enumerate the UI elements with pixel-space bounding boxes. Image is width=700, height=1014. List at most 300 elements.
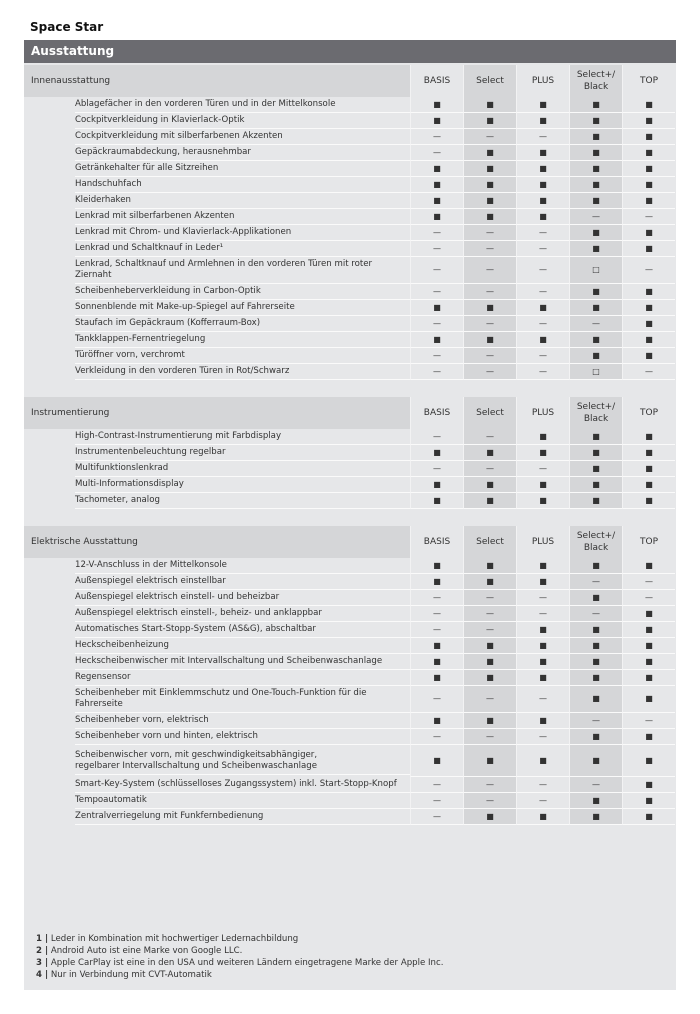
- footnote: [36, 969, 443, 981]
- feature-label: Außenspiegel elektrisch einstell-, beheiz- und anklappbar: [75, 606, 410, 622]
- footnote-number: 1 |: [36, 934, 49, 944]
- table-row: [24, 477, 676, 493]
- availability-select-plus-black: ■: [569, 729, 622, 745]
- availability-select: —: [463, 590, 516, 606]
- table-row: [24, 793, 676, 809]
- table-row: [24, 129, 676, 145]
- availability-top: ■: [622, 316, 675, 332]
- availability-basis: —: [410, 729, 463, 745]
- availability-top: —: [622, 257, 675, 284]
- table-row: [24, 729, 676, 745]
- section-title: Elektrische Ausstattung: [24, 526, 410, 558]
- availability-basis: —: [410, 686, 463, 713]
- availability-select-plus-black: ■: [569, 332, 622, 348]
- availability-select: —: [463, 364, 516, 380]
- table-row: [24, 225, 676, 241]
- availability-select-plus-black: ■: [569, 622, 622, 638]
- availability-top: —: [622, 713, 675, 729]
- availability-select-plus-black: ■: [569, 558, 622, 574]
- footnote-number: 4 |: [36, 970, 49, 980]
- feature-label: Lenkrad mit Chrom- und Klavierlack-Applikationen: [75, 225, 410, 241]
- footnote: [36, 933, 443, 945]
- footnote-text: Apple CarPlay ist eine in den USA und weiteren Ländern eingetragene Marke der Apple Inc.: [48, 958, 444, 968]
- availability-top: ■: [622, 638, 675, 654]
- availability-basis: —: [410, 284, 463, 300]
- column-header-select-plus-black: Select+/ Black: [569, 65, 622, 97]
- table-row: [24, 445, 676, 461]
- table-row: [24, 809, 676, 825]
- availability-basis: —: [410, 590, 463, 606]
- table-row: [24, 177, 676, 193]
- availability-top: ■: [622, 477, 675, 493]
- feature-label: Scheibenwischer vorn, mit geschwindigkeitsabhängiger, regelbarer Intervallschaltung und Scheibenwaschanlage: [75, 748, 410, 775]
- availability-plus: —: [516, 777, 569, 793]
- feature-label: Cockpitverkleidung in Klavierlack-Optik: [75, 113, 410, 129]
- feature-label: Tachometer, analog: [75, 493, 410, 509]
- availability-basis: —: [410, 622, 463, 638]
- availability-basis: ■: [410, 177, 463, 193]
- feature-label: Scheibenheber vorn, elektrisch: [75, 713, 410, 729]
- availability-select: —: [463, 225, 516, 241]
- column-header-select: Select: [463, 65, 516, 97]
- availability-plus: ■: [516, 97, 569, 113]
- table-row: [24, 284, 676, 300]
- availability-select-plus-black: ■: [569, 809, 622, 825]
- availability-top: —: [622, 574, 675, 590]
- table-row: [24, 622, 676, 638]
- column-header-basis: BASIS: [410, 65, 463, 97]
- availability-basis: ■: [410, 493, 463, 509]
- availability-plus: ■: [516, 493, 569, 509]
- table-row: [24, 332, 676, 348]
- column-header-basis: BASIS: [410, 526, 463, 558]
- availability-select-plus-black: ■: [569, 638, 622, 654]
- availability-plus: ■: [516, 713, 569, 729]
- availability-plus: —: [516, 590, 569, 606]
- availability-select: ■: [463, 145, 516, 161]
- table-row: [24, 161, 676, 177]
- table-row: [24, 300, 676, 316]
- availability-select: ■: [463, 654, 516, 670]
- availability-top: ■: [622, 777, 675, 793]
- table-row: [24, 686, 676, 713]
- table-row: [24, 654, 676, 670]
- availability-plus: ■: [516, 745, 569, 777]
- availability-basis: ■: [410, 97, 463, 113]
- availability-select: —: [463, 793, 516, 809]
- table-row: [24, 670, 676, 686]
- table-row: [24, 461, 676, 477]
- availability-basis: ■: [410, 745, 463, 777]
- availability-plus: —: [516, 729, 569, 745]
- availability-select: —: [463, 461, 516, 477]
- availability-top: ■: [622, 670, 675, 686]
- feature-label: Zentralverriegelung mit Funkfernbedienung: [75, 809, 410, 825]
- availability-select-plus-black: ■: [569, 493, 622, 509]
- availability-plus: ■: [516, 145, 569, 161]
- availability-select: ■: [463, 177, 516, 193]
- availability-select: ■: [463, 300, 516, 316]
- availability-plus: ■: [516, 558, 569, 574]
- availability-top: ■: [622, 686, 675, 713]
- availability-plus: ■: [516, 429, 569, 445]
- column-header-top: TOP: [622, 65, 675, 97]
- feature-label: Lenkrad und Schaltknauf in Leder¹: [75, 241, 410, 257]
- footnote-text: Nur in Verbindung mit CVT-Automatik: [48, 970, 212, 980]
- feature-label: Lenkrad, Schaltknauf und Armlehnen in den vorderen Türen mit roter Ziernaht: [75, 257, 410, 284]
- availability-top: ■: [622, 606, 675, 622]
- availability-select: —: [463, 348, 516, 364]
- availability-top: ■: [622, 429, 675, 445]
- availability-select-plus-black: —: [569, 209, 622, 225]
- column-header-top: TOP: [622, 526, 675, 558]
- availability-select-plus-black: ■: [569, 225, 622, 241]
- availability-select: —: [463, 777, 516, 793]
- feature-label: Ablagefächer in den vorderen Türen und in der Mittelkonsole: [75, 97, 410, 113]
- availability-top: ■: [622, 161, 675, 177]
- availability-plus: ■: [516, 654, 569, 670]
- equipment-sheet: [24, 40, 676, 990]
- availability-basis: ■: [410, 670, 463, 686]
- availability-plus: ■: [516, 622, 569, 638]
- table-row: [24, 713, 676, 729]
- availability-top: —: [622, 590, 675, 606]
- footnote: [36, 945, 443, 957]
- feature-label: Verkleidung in den vorderen Türen in Rot/Schwarz: [75, 364, 410, 380]
- table-row: [24, 558, 676, 574]
- availability-top: ■: [622, 558, 675, 574]
- availability-select-plus-black: —: [569, 713, 622, 729]
- section-header-row: [24, 65, 676, 97]
- feature-label: 12-V-Anschluss in der Mittelkonsole: [75, 558, 410, 574]
- availability-select-plus-black: ■: [569, 477, 622, 493]
- column-header-plus: PLUS: [516, 526, 569, 558]
- availability-top: ■: [622, 654, 675, 670]
- feature-label: Scheibenheber vorn und hinten, elektrisch: [75, 729, 410, 745]
- feature-label: Multi-Informationsdisplay: [75, 477, 410, 493]
- table-row: [24, 257, 676, 284]
- availability-plus: —: [516, 241, 569, 257]
- feature-label: Instrumentenbeleuchtung regelbar: [75, 445, 410, 461]
- availability-select-plus-black: ■: [569, 745, 622, 777]
- availability-basis: —: [410, 129, 463, 145]
- table-row: [24, 193, 676, 209]
- availability-select-plus-black: ■: [569, 193, 622, 209]
- availability-plus: ■: [516, 445, 569, 461]
- availability-basis: —: [410, 429, 463, 445]
- availability-plus: —: [516, 793, 569, 809]
- feature-label: Lenkrad mit silberfarbenen Akzenten: [75, 209, 410, 225]
- availability-plus: ■: [516, 177, 569, 193]
- availability-top: ■: [622, 729, 675, 745]
- feature-label: Außenspiegel elektrisch einstell- und beheizbar: [75, 590, 410, 606]
- availability-select: ■: [463, 745, 516, 777]
- availability-select-plus-black: ■: [569, 429, 622, 445]
- table-row: [24, 606, 676, 622]
- availability-plus: ■: [516, 332, 569, 348]
- availability-plus: ■: [516, 209, 569, 225]
- availability-select: ■: [463, 809, 516, 825]
- footnote-number: 2 |: [36, 946, 49, 956]
- feature-label: Tempoautomatik: [75, 793, 410, 809]
- page-title: Space Star: [30, 20, 104, 34]
- availability-top: ■: [622, 193, 675, 209]
- column-header-select-plus-black: Select+/ Black: [569, 526, 622, 558]
- availability-basis: ■: [410, 713, 463, 729]
- availability-basis: ■: [410, 558, 463, 574]
- availability-select-plus-black: ■: [569, 97, 622, 113]
- availability-basis: ■: [410, 654, 463, 670]
- availability-plus: ■: [516, 477, 569, 493]
- availability-select-plus-black: ■: [569, 284, 622, 300]
- section-header-row: [24, 397, 676, 429]
- availability-plus: —: [516, 225, 569, 241]
- availability-top: ■: [622, 461, 675, 477]
- availability-basis: ■: [410, 477, 463, 493]
- availability-top: ■: [622, 793, 675, 809]
- availability-top: ■: [622, 332, 675, 348]
- table-row: [24, 429, 676, 445]
- availability-select: —: [463, 241, 516, 257]
- availability-select-plus-black: ■: [569, 113, 622, 129]
- availability-plus: —: [516, 257, 569, 284]
- availability-plus: —: [516, 364, 569, 380]
- footnote-number: 3 |: [36, 958, 49, 968]
- availability-select: ■: [463, 209, 516, 225]
- availability-basis: ■: [410, 638, 463, 654]
- section-header-row: [24, 526, 676, 558]
- availability-select-plus-black: ■: [569, 793, 622, 809]
- availability-select: —: [463, 316, 516, 332]
- availability-select: —: [463, 729, 516, 745]
- availability-top: ■: [622, 177, 675, 193]
- availability-select: ■: [463, 670, 516, 686]
- availability-select-plus-black: ■: [569, 161, 622, 177]
- availability-select: ■: [463, 97, 516, 113]
- availability-basis: —: [410, 225, 463, 241]
- availability-select: ■: [463, 332, 516, 348]
- column-header-plus: PLUS: [516, 65, 569, 97]
- availability-select: —: [463, 622, 516, 638]
- footnote-text: Leder in Kombination mit hochwertiger Ledernachbildung: [48, 934, 299, 944]
- availability-select-plus-black: —: [569, 574, 622, 590]
- availability-basis: ■: [410, 574, 463, 590]
- availability-select-plus-black: ■: [569, 445, 622, 461]
- section-title: Instrumentierung: [24, 397, 410, 429]
- availability-select-plus-black: ■: [569, 241, 622, 257]
- availability-basis: —: [410, 461, 463, 477]
- availability-basis: —: [410, 241, 463, 257]
- availability-select: ■: [463, 638, 516, 654]
- availability-plus: —: [516, 284, 569, 300]
- column-header-select-plus-black: Select+/ Black: [569, 397, 622, 429]
- availability-basis: —: [410, 145, 463, 161]
- section-table: [24, 65, 676, 380]
- availability-select: ■: [463, 713, 516, 729]
- availability-plus: —: [516, 686, 569, 713]
- feature-label: Staufach im Gepäckraum (Kofferraum-Box): [75, 316, 410, 332]
- footnotes: [36, 933, 443, 981]
- availability-top: ■: [622, 493, 675, 509]
- availability-select-plus-black: —: [569, 316, 622, 332]
- feature-label: Regensensor: [75, 670, 410, 686]
- availability-basis: —: [410, 793, 463, 809]
- availability-top: ■: [622, 113, 675, 129]
- table-row: [24, 638, 676, 654]
- availability-plus: —: [516, 348, 569, 364]
- table-row: [24, 493, 676, 509]
- table-row: [24, 209, 676, 225]
- availability-plus: ■: [516, 574, 569, 590]
- availability-select-plus-black: —: [569, 777, 622, 793]
- availability-basis: ■: [410, 332, 463, 348]
- availability-top: ■: [622, 445, 675, 461]
- table-row: [24, 364, 676, 380]
- feature-label: Smart-Key-System (schlüsselloses Zugangssystem) inkl. Start-Stopp-Knopf: [75, 777, 410, 793]
- availability-select: ■: [463, 574, 516, 590]
- availability-basis: —: [410, 364, 463, 380]
- section-table: [24, 397, 676, 509]
- availability-select-plus-black: □: [569, 257, 622, 284]
- availability-top: ■: [622, 284, 675, 300]
- section-bar-title: Ausstattung: [24, 40, 676, 63]
- availability-select: ■: [463, 113, 516, 129]
- availability-top: ■: [622, 225, 675, 241]
- table-row: [24, 97, 676, 113]
- feature-label: Heckscheibenheizung: [75, 638, 410, 654]
- availability-select-plus-black: ■: [569, 590, 622, 606]
- availability-select: ■: [463, 445, 516, 461]
- availability-select-plus-black: ■: [569, 686, 622, 713]
- availability-select-plus-black: ■: [569, 177, 622, 193]
- availability-plus: —: [516, 316, 569, 332]
- column-header-top: TOP: [622, 397, 675, 429]
- availability-select: ■: [463, 477, 516, 493]
- availability-top: ■: [622, 145, 675, 161]
- table-row: [24, 316, 676, 332]
- availability-select-plus-black: ■: [569, 461, 622, 477]
- availability-basis: —: [410, 348, 463, 364]
- feature-label: Getränkehalter für alle Sitzreihen: [75, 161, 410, 177]
- availability-select-plus-black: —: [569, 606, 622, 622]
- availability-select-plus-black: □: [569, 364, 622, 380]
- feature-label: Kleiderhaken: [75, 193, 410, 209]
- feature-label: Heckscheibenwischer mit Intervallschaltung und Scheibenwaschanlage: [75, 654, 410, 670]
- availability-basis: —: [410, 809, 463, 825]
- availability-plus: ■: [516, 161, 569, 177]
- availability-select: —: [463, 129, 516, 145]
- feature-label: Türöffner vorn, verchromt: [75, 348, 410, 364]
- availability-plus: —: [516, 129, 569, 145]
- availability-select-plus-black: ■: [569, 654, 622, 670]
- feature-label: Handschuhfach: [75, 177, 410, 193]
- column-header-plus: PLUS: [516, 397, 569, 429]
- availability-plus: ■: [516, 300, 569, 316]
- section-table: [24, 526, 676, 825]
- feature-label: Multifunktionslenkrad: [75, 461, 410, 477]
- availability-basis: ■: [410, 300, 463, 316]
- column-header-select: Select: [463, 397, 516, 429]
- column-header-select: Select: [463, 526, 516, 558]
- availability-top: ■: [622, 241, 675, 257]
- availability-top: ■: [622, 809, 675, 825]
- availability-select: —: [463, 606, 516, 622]
- footnote: [36, 957, 443, 969]
- availability-select: —: [463, 284, 516, 300]
- availability-select: ■: [463, 161, 516, 177]
- feature-label: Automatisches Start-Stopp-System (AS&G), abschaltbar: [75, 622, 410, 638]
- availability-select: —: [463, 257, 516, 284]
- availability-top: —: [622, 364, 675, 380]
- availability-plus: ■: [516, 638, 569, 654]
- table-row: [24, 574, 676, 590]
- availability-basis: ■: [410, 113, 463, 129]
- availability-top: ■: [622, 97, 675, 113]
- availability-select: ■: [463, 493, 516, 509]
- availability-basis: ■: [410, 209, 463, 225]
- table-row: [24, 590, 676, 606]
- availability-basis: ■: [410, 161, 463, 177]
- equipment-tables: [24, 65, 676, 825]
- feature-label: Tankklappen-Fernentriegelung: [75, 332, 410, 348]
- section-title: Innenausstattung: [24, 65, 410, 97]
- availability-top: ■: [622, 129, 675, 145]
- availability-basis: ■: [410, 193, 463, 209]
- feature-label: High-Contrast-Instrumentierung mit Farbdisplay: [75, 429, 410, 445]
- feature-label: Scheibenheber mit Einklemmschutz und One-Touch-Funktion für die Fahrerseite: [75, 686, 410, 713]
- feature-label: Cockpitverkleidung mit silberfarbenen Akzenten: [75, 129, 410, 145]
- availability-top: ■: [622, 300, 675, 316]
- availability-top: ■: [622, 745, 675, 777]
- availability-plus: ■: [516, 670, 569, 686]
- column-header-basis: BASIS: [410, 397, 463, 429]
- table-row: [24, 145, 676, 161]
- availability-basis: ■: [410, 445, 463, 461]
- availability-top: —: [622, 209, 675, 225]
- availability-top: ■: [622, 622, 675, 638]
- footnote-text: Android Auto ist eine Marke von Google LLC.: [48, 946, 243, 956]
- availability-plus: ■: [516, 113, 569, 129]
- table-row: [24, 777, 676, 793]
- availability-top: ■: [622, 348, 675, 364]
- availability-select-plus-black: ■: [569, 129, 622, 145]
- feature-label: Gepäckraumabdeckung, herausnehmbar: [75, 145, 410, 161]
- table-row: [24, 348, 676, 364]
- availability-select-plus-black: ■: [569, 145, 622, 161]
- availability-select-plus-black: ■: [569, 348, 622, 364]
- feature-label: Außenspiegel elektrisch einstellbar: [75, 574, 410, 590]
- availability-select: —: [463, 686, 516, 713]
- availability-select-plus-black: ■: [569, 300, 622, 316]
- table-row: [24, 113, 676, 129]
- availability-basis: —: [410, 777, 463, 793]
- table-row: [24, 241, 676, 257]
- availability-basis: —: [410, 316, 463, 332]
- availability-plus: ■: [516, 809, 569, 825]
- availability-plus: —: [516, 606, 569, 622]
- availability-basis: —: [410, 257, 463, 284]
- feature-label: Sonnenblende mit Make-up-Spiegel auf Fahrerseite: [75, 300, 410, 316]
- table-row: [24, 745, 676, 777]
- feature-label: Scheibenheberverkleidung in Carbon-Optik: [75, 284, 410, 300]
- availability-basis: —: [410, 606, 463, 622]
- availability-select: ■: [463, 193, 516, 209]
- availability-plus: ■: [516, 193, 569, 209]
- availability-select: ■: [463, 558, 516, 574]
- availability-select-plus-black: ■: [569, 670, 622, 686]
- availability-plus: —: [516, 461, 569, 477]
- availability-select: —: [463, 429, 516, 445]
